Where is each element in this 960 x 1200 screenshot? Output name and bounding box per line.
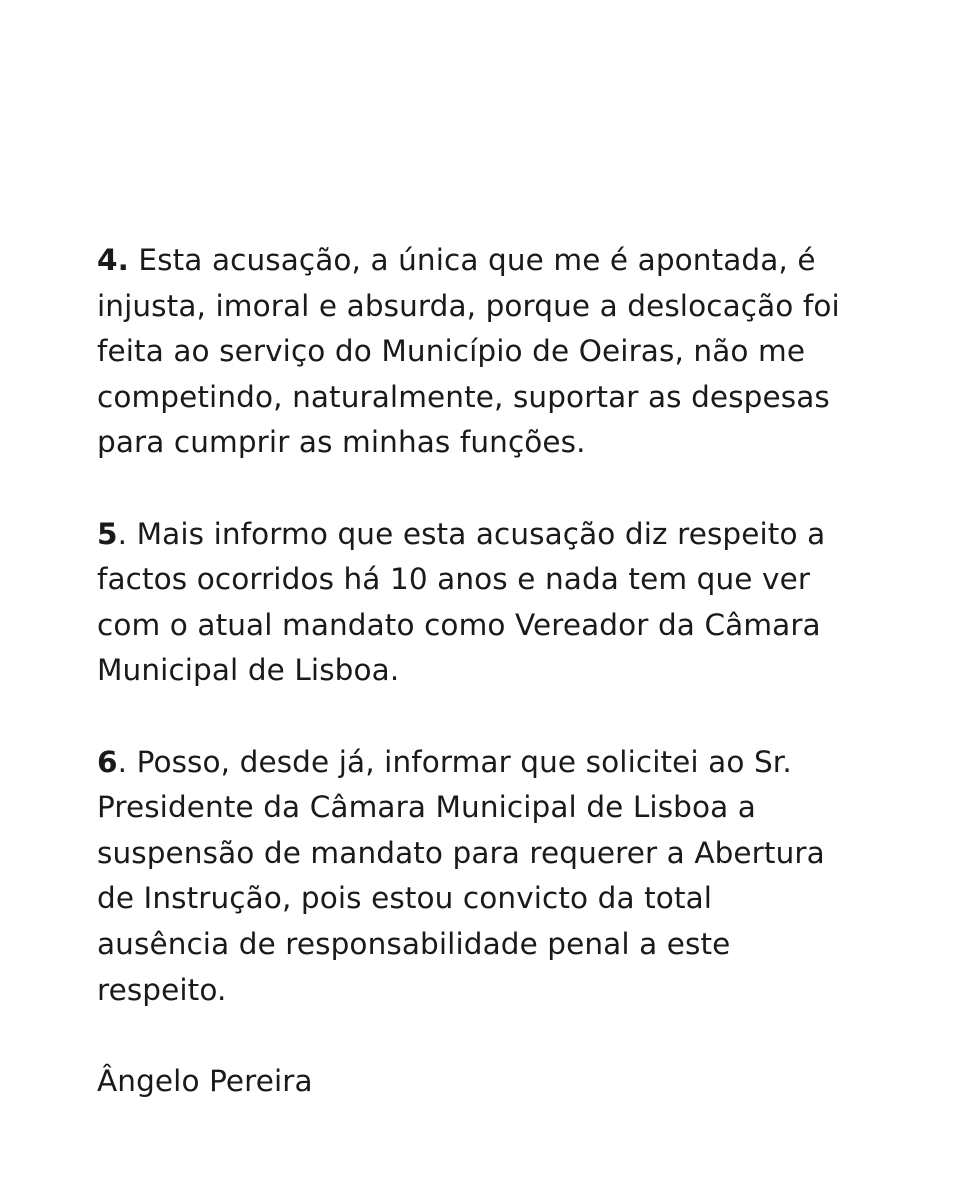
paragraph-5-number-suffix: .	[117, 516, 128, 551]
paragraph-4-number: 4.	[97, 243, 129, 277]
paragraph-4-line-2: injusta, imoral e absurda, porque a deslocação foi	[97, 288, 840, 323]
paragraph-4	[97, 238, 877, 466]
paragraph-6-line-2: Presidente da Câmara Municipal de Lisboa a	[97, 790, 756, 825]
paragraph-6-number: 6	[97, 744, 118, 779]
paragraph-5-line-2: factos ocorridos há 10 anos e nada tem que ver	[97, 562, 811, 597]
paragraph-4-line-1: 4. Esta acusação, a única que me é apontada, é	[97, 243, 816, 277]
paragraph-6-line-4: de Instrução, pois estou convicto da total	[97, 881, 713, 916]
paragraph-6-line-6: respeito.	[97, 972, 227, 1007]
paragraph-5-line-1: 5. Mais informo que esta acusação diz respeito a	[97, 516, 826, 551]
signature: Ângelo Pereira	[97, 1063, 313, 1098]
paragraph-5-line-3: com o atual mandato como Vereador da Câmara	[97, 607, 821, 642]
paragraph-6-line-5: ausência de responsabilidade penal a este	[97, 926, 731, 961]
statement-document	[97, 238, 877, 1104]
paragraph-5-line-4: Municipal de Lisboa.	[97, 653, 400, 688]
paragraph-6-number-suffix: .	[117, 744, 128, 779]
paragraph-6	[97, 740, 877, 1014]
paragraph-6-line-3: suspensão de mandato para requerer a Abertura	[97, 835, 825, 870]
paragraph-6-line-1: 6. Posso, desde já, informar que solicitei ao Sr.	[97, 744, 792, 779]
paragraph-5-number: 5	[97, 516, 118, 551]
paragraph-5	[97, 512, 877, 694]
paragraph-4-line-4: competindo, naturalmente, suportar as despesas	[97, 379, 830, 414]
paragraph-4-line-5: para cumprir as minhas funções.	[97, 425, 586, 460]
paragraph-4-line-3: feita ao serviço do Município de Oeiras, não me	[97, 334, 806, 369]
